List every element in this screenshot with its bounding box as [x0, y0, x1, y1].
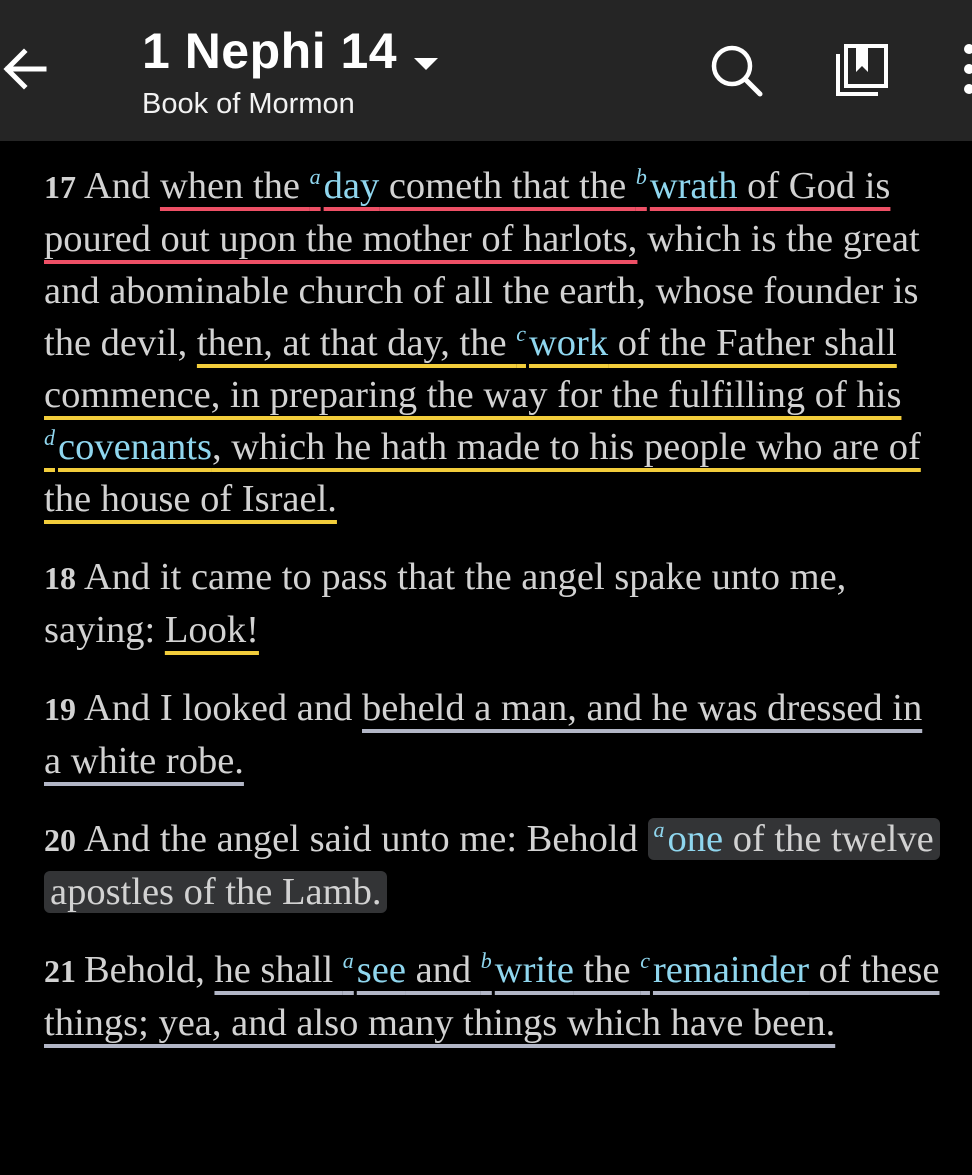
verse-number[interactable]: 19 [44, 691, 76, 727]
verse-text: Behold, [84, 949, 215, 991]
footnote-link[interactable]: $^c$remainder [640, 948, 810, 991]
verse-21 [44, 944, 944, 1049]
verse-17 [44, 160, 944, 525]
footnote-link[interactable]: $^a$see [342, 948, 406, 991]
verse-text: which is the great and abominable church of all the earth, whose founder is the devil, [44, 218, 920, 364]
footnote-link[interactable]: $^c$work [516, 321, 609, 364]
box-highlight[interactable]: $^a$one of the twelve apostles of the Lamb. [44, 818, 940, 913]
chapter-selector[interactable] [142, 22, 439, 84]
bookmarks-button[interactable] [830, 40, 892, 100]
footnote-link[interactable]: $^b$write [480, 948, 574, 991]
verse-text: And [84, 165, 160, 207]
yellow-highlight[interactable]: Look! [164, 609, 259, 651]
gray-highlight[interactable]: he shall $^a$see and $^b$write the $^c$remainder of these things; yea, and also many things which have been. [44, 948, 940, 1044]
verse-text: And the angel said unto me: Behold [84, 818, 648, 860]
search-icon [706, 40, 766, 100]
app-toolbar [0, 0, 972, 141]
verse-20 [44, 813, 944, 918]
verse-number[interactable]: 18 [44, 560, 76, 596]
footnote-link[interactable]: $^b$wrath [635, 164, 738, 207]
verse-number[interactable]: 20 [44, 822, 76, 858]
red-highlight[interactable]: when the $^a$day cometh that the $^b$wrath of God is poured out upon the mother of harlots, [44, 164, 891, 260]
bookmarks-icon [830, 40, 892, 100]
verse-text: And I looked and [84, 687, 362, 729]
gray-highlight[interactable]: beheld a man, and he was dressed in a white robe. [44, 687, 923, 782]
more-vertical-icon [960, 44, 972, 94]
yellow-highlight[interactable]: then, at that day, the $^c$work of the Father shall commence, in preparing the way for the fulfilling of his $^d$covenants, which he hath made to his people who are of the house of Israel. [44, 321, 921, 520]
chevron-down-icon [413, 26, 439, 84]
book-subtitle: Book of Mormon [142, 88, 355, 120]
footnote-link[interactable]: $^a$day [309, 164, 380, 207]
search-button[interactable] [706, 40, 766, 100]
footnote-link[interactable]: $^d$covenants [44, 425, 212, 468]
verse-19 [44, 682, 944, 787]
verse-number[interactable]: 21 [44, 953, 76, 989]
verse-number[interactable]: 17 [44, 169, 76, 205]
page-title: 1 Nephi 14 [142, 23, 398, 79]
chapter-text [44, 160, 944, 1075]
verse-18 [44, 551, 944, 656]
verse-text: And it came to pass that the angel spake unto me, saying: [44, 556, 847, 651]
footnote-link[interactable]: $^a$one [653, 817, 724, 860]
back-button[interactable] [0, 38, 56, 100]
back-arrow-icon [0, 38, 56, 100]
more-options-button[interactable] [960, 44, 972, 100]
